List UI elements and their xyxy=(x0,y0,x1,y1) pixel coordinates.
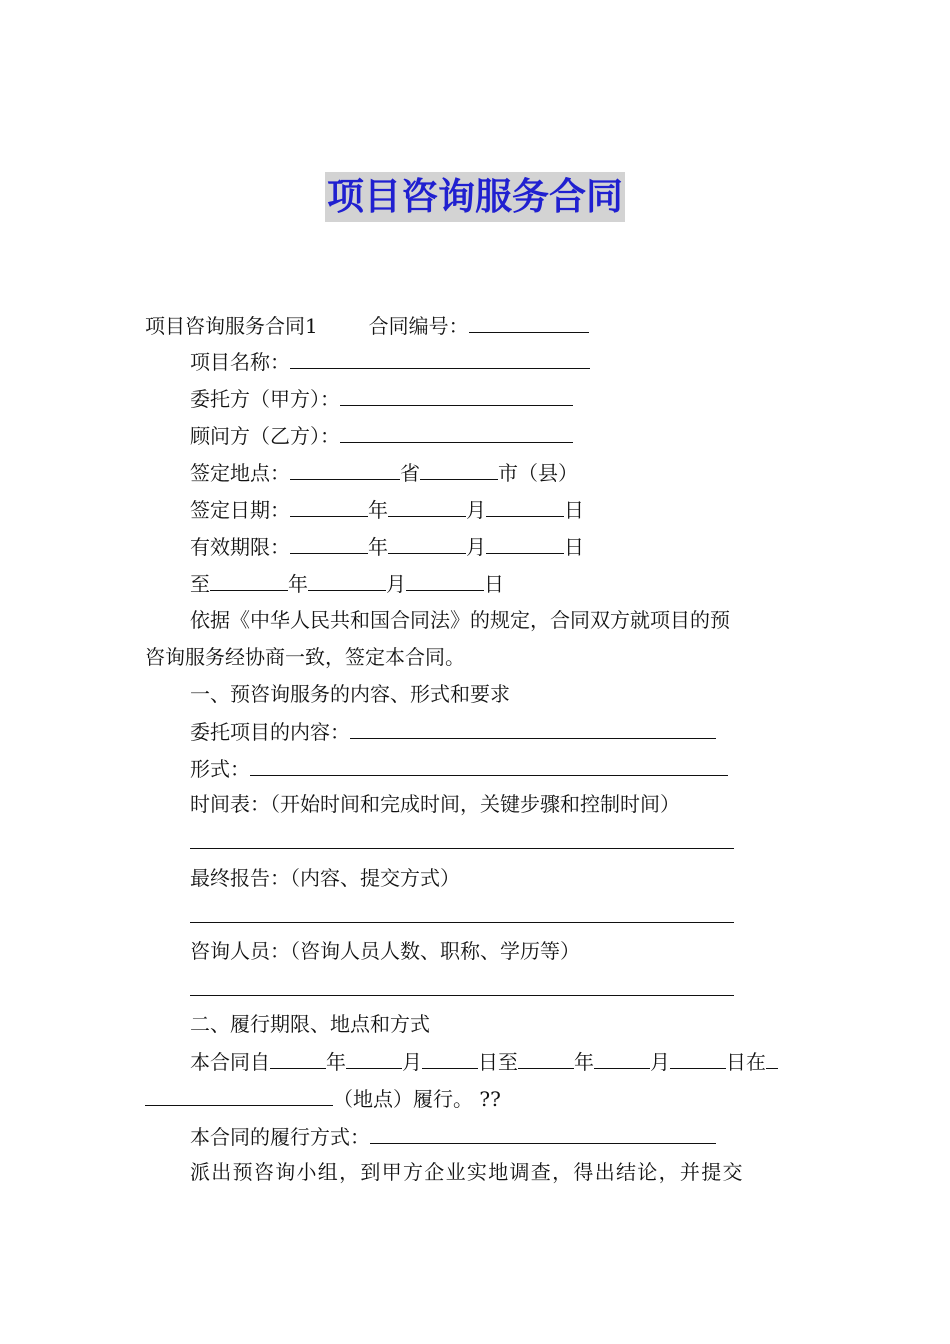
valid-month-blank[interactable] xyxy=(388,531,466,554)
until-year-blank[interactable] xyxy=(210,568,288,591)
paragraph-line xyxy=(145,643,465,671)
method-description: 派出预咨询小组，到甲方企业实地调查，得出结论，并提交 xyxy=(190,1160,744,1184)
day-word: 日 xyxy=(484,572,504,596)
contract-header-line xyxy=(145,310,589,340)
form-label: 形式： xyxy=(190,757,250,781)
form-blank[interactable] xyxy=(250,753,728,776)
month-word: 月 xyxy=(386,572,406,596)
city-blank[interactable] xyxy=(420,457,498,480)
staff-label: 咨询人员：（咨询人员人数、职称、学历等） xyxy=(190,939,580,963)
schedule-line xyxy=(190,790,680,818)
to-day-blank[interactable] xyxy=(670,1046,726,1069)
sign-date-line xyxy=(190,494,584,524)
sign-place-line xyxy=(190,457,578,487)
until-label: 至 xyxy=(190,572,210,596)
basis-text-1: 依据《中华人民共和国合同法》的规定，合同双方就项目的预 xyxy=(190,608,730,632)
content-line xyxy=(190,716,716,746)
month-word: 月 xyxy=(402,1050,422,1074)
sign-place-label: 签定地点： xyxy=(190,461,290,485)
month-word: 月 xyxy=(466,498,486,522)
sign-date-label: 签定日期： xyxy=(190,498,290,522)
section-1-heading: 一、预咨询服务的内容、形式和要求 xyxy=(190,682,510,706)
schedule-blank-line xyxy=(190,826,734,856)
year-word: 年 xyxy=(368,498,388,522)
period-label: 本合同自 xyxy=(190,1050,270,1074)
contract-number-blank[interactable] xyxy=(469,310,589,333)
client-line xyxy=(190,383,573,413)
document-title: 项目咨询服务合同 xyxy=(325,172,625,222)
method-label: 本合同的履行方式： xyxy=(190,1125,370,1149)
until-day-blank[interactable] xyxy=(406,568,484,591)
valid-period-label: 有效期限： xyxy=(190,535,290,559)
valid-until-line xyxy=(190,568,504,598)
schedule-blank[interactable] xyxy=(190,826,734,849)
content-blank[interactable] xyxy=(350,716,716,739)
project-name-label: 项目名称： xyxy=(190,350,290,374)
month-word: 月 xyxy=(466,535,486,559)
section-heading xyxy=(190,1010,430,1038)
method-blank[interactable] xyxy=(370,1121,716,1144)
project-name-line xyxy=(190,346,590,376)
province-blank[interactable] xyxy=(290,457,400,480)
sign-day-blank[interactable] xyxy=(486,494,564,517)
province-word: 省 xyxy=(400,461,420,485)
staff-blank[interactable] xyxy=(190,973,734,996)
section-2-heading: 二、履行期限、地点和方式 xyxy=(190,1012,430,1036)
year-word: 年 xyxy=(368,535,388,559)
valid-day-blank[interactable] xyxy=(486,531,564,554)
from-day-blank[interactable] xyxy=(422,1046,478,1069)
from-year-blank[interactable] xyxy=(270,1046,326,1069)
period-line xyxy=(190,1046,778,1076)
schedule-label: 时间表：（开始时间和完成时间，关键步骤和控制时间） xyxy=(190,792,680,816)
place-label: （地点）履行。 ?? xyxy=(333,1087,501,1111)
until-month-blank[interactable] xyxy=(308,568,386,591)
staff-blank-line xyxy=(190,973,734,1003)
content-label: 委托项目的内容： xyxy=(190,720,350,744)
contract-number-label: 项目咨询服务合同1 合同编号： xyxy=(145,314,469,338)
basis-text-2: 咨询服务经协商一致，签定本合同。 xyxy=(145,645,465,669)
consultant-blank[interactable] xyxy=(340,420,573,443)
form-line xyxy=(190,753,728,783)
place-blank[interactable] xyxy=(145,1083,333,1106)
to-year-blank[interactable] xyxy=(518,1046,574,1069)
day-at-word: 日在 xyxy=(726,1050,766,1074)
place-blank-start[interactable] xyxy=(766,1046,778,1069)
title-wrapper xyxy=(0,172,950,222)
paragraph-line xyxy=(190,1158,744,1186)
consultant-label: 顾问方（乙方）： xyxy=(190,424,340,448)
project-name-blank[interactable] xyxy=(290,346,590,369)
report-blank[interactable] xyxy=(190,900,734,923)
section-heading xyxy=(190,680,510,708)
client-label: 委托方（甲方）： xyxy=(190,387,340,411)
day-to-word: 日至 xyxy=(478,1050,518,1074)
place-line xyxy=(145,1083,501,1113)
from-month-blank[interactable] xyxy=(346,1046,402,1069)
paragraph-line xyxy=(190,606,730,634)
valid-period-line xyxy=(190,531,584,561)
staff-line xyxy=(190,937,580,965)
sign-year-blank[interactable] xyxy=(290,494,368,517)
consultant-line xyxy=(190,420,573,450)
client-blank[interactable] xyxy=(340,383,573,406)
month-word: 月 xyxy=(650,1050,670,1074)
day-word: 日 xyxy=(564,535,584,559)
city-word: 市（县） xyxy=(498,461,578,485)
to-month-blank[interactable] xyxy=(594,1046,650,1069)
report-label: 最终报告：（内容、提交方式） xyxy=(190,866,460,890)
year-word: 年 xyxy=(574,1050,594,1074)
report-blank-line xyxy=(190,900,734,930)
sign-month-blank[interactable] xyxy=(388,494,466,517)
year-word: 年 xyxy=(288,572,308,596)
day-word: 日 xyxy=(564,498,584,522)
year-word: 年 xyxy=(326,1050,346,1074)
method-line xyxy=(190,1121,716,1151)
valid-year-blank[interactable] xyxy=(290,531,368,554)
report-line xyxy=(190,864,460,892)
